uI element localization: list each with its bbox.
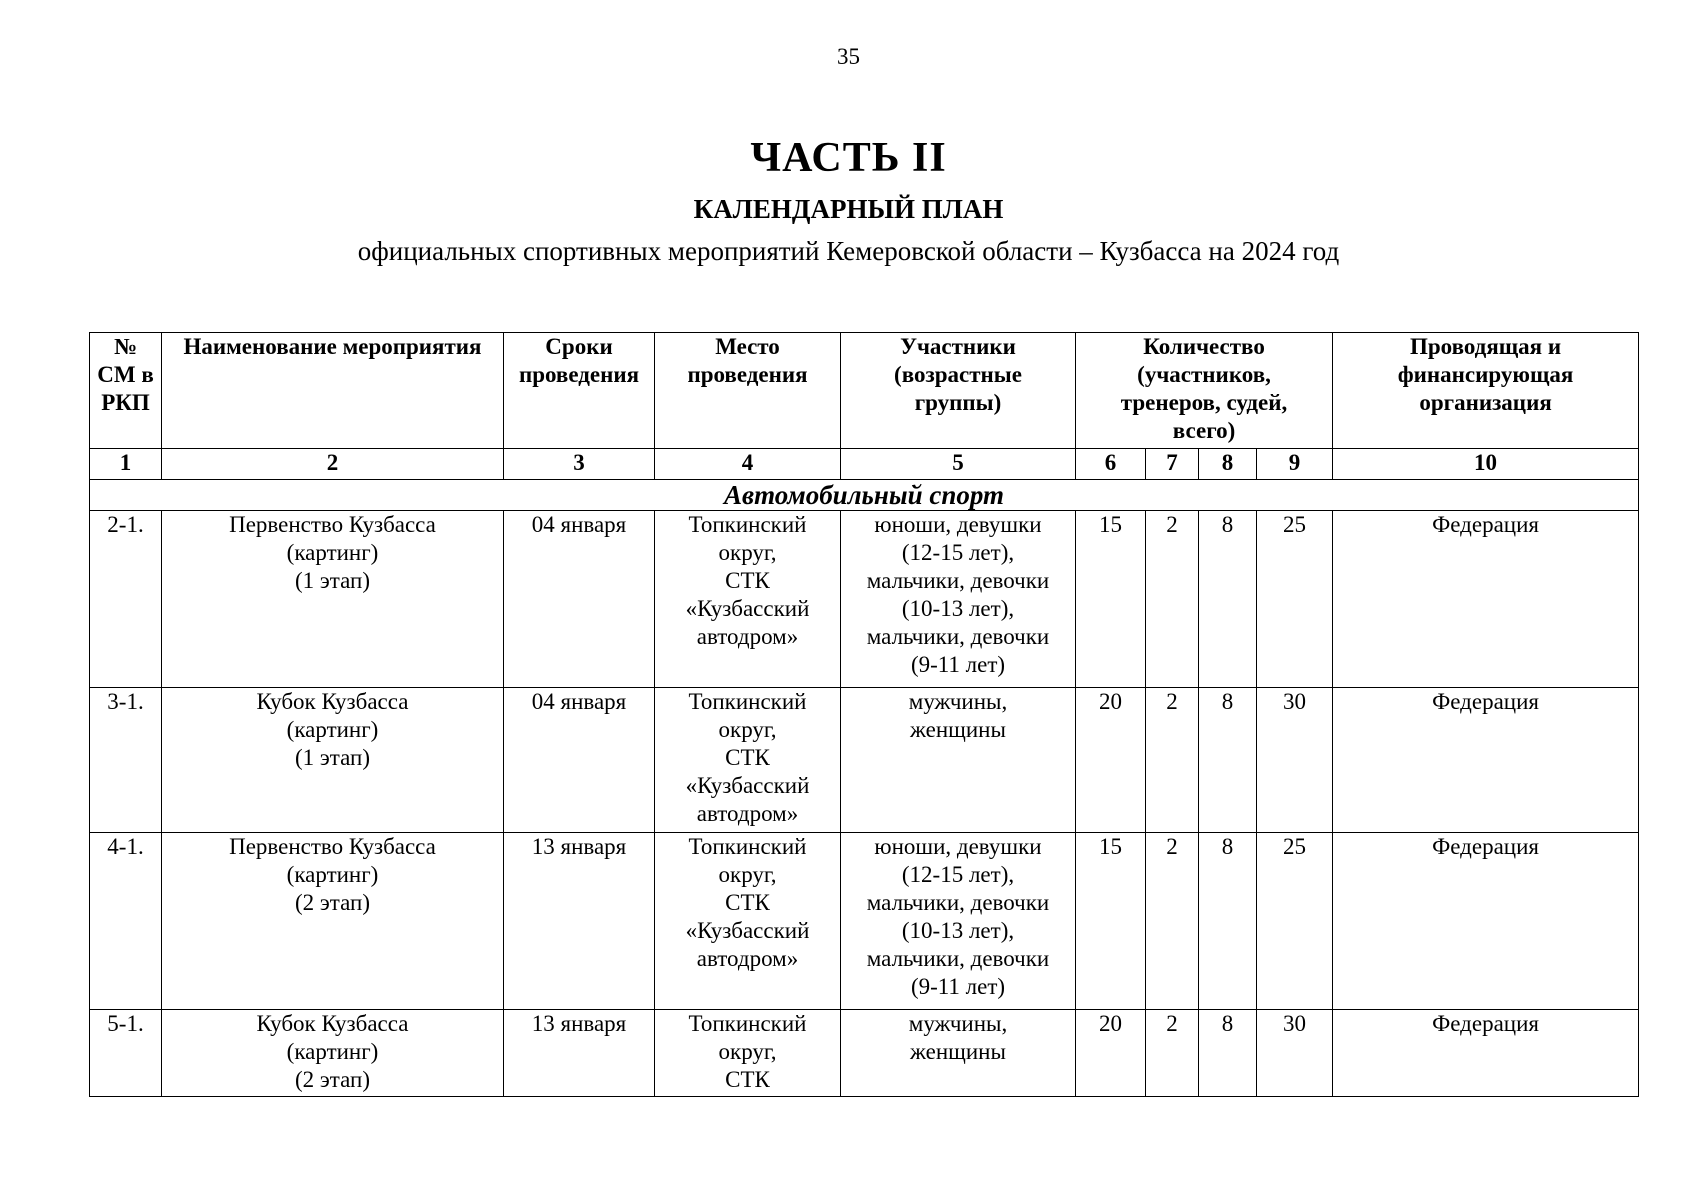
row-id: 2-1.: [90, 511, 162, 688]
header-organization: Проводящая и финансирующая организация: [1333, 333, 1639, 449]
header-quantity: Количество (участников, тренеров, судей, всего): [1076, 333, 1333, 449]
participants-count: 20: [1076, 688, 1146, 833]
table-row: [90, 688, 1639, 833]
header-sm-number: № СМ в РКП: [90, 333, 162, 449]
judges-count: 8: [1199, 833, 1257, 1010]
organization: Федерация: [1333, 833, 1639, 1010]
total-count: 25: [1257, 833, 1333, 1010]
event-date: 13 января: [504, 1010, 655, 1097]
organization: Федерация: [1333, 688, 1639, 833]
column-number: 1: [90, 449, 162, 480]
event-place: Топкинский округ, СТК «Кузбасский автодром»: [655, 511, 841, 688]
header-event-name: Наименование мероприятия: [162, 333, 504, 449]
table-row: [90, 511, 1639, 688]
table-row: [90, 833, 1639, 1010]
section-title: Автомобильный спорт: [90, 480, 1639, 511]
judges-count: 8: [1199, 688, 1257, 833]
calendar-table: [89, 332, 1639, 1097]
part-title: ЧАСТЬ II: [750, 135, 947, 181]
event-date: 04 января: [504, 688, 655, 833]
event-name: Первенство Кузбасса (картинг) (1 этап): [162, 511, 504, 688]
page-number: 35: [837, 44, 860, 69]
participants-count: 15: [1076, 511, 1146, 688]
judges-count: 8: [1199, 511, 1257, 688]
coaches-count: 2: [1146, 511, 1199, 688]
row-id: 5-1.: [90, 1010, 162, 1097]
organization: Федерация: [1333, 511, 1639, 688]
column-number: 9: [1257, 449, 1333, 480]
coaches-count: 2: [1146, 1010, 1199, 1097]
total-count: 25: [1257, 511, 1333, 688]
section-row: [90, 480, 1639, 511]
event-name: Кубок Кузбасса (картинг) (1 этап): [162, 688, 504, 833]
plan-title: КАЛЕНДАРНЫЙ ПЛАН: [693, 194, 1004, 224]
participants-count: 15: [1076, 833, 1146, 1010]
event-name: Первенство Кузбасса (картинг) (2 этап): [162, 833, 504, 1010]
row-id: 4-1.: [90, 833, 162, 1010]
table-header-row: [90, 333, 1639, 449]
plan-subtitle: официальных спортивных мероприятий Кемеровской области – Кузбасса на 2024 год: [357, 236, 1340, 266]
coaches-count: 2: [1146, 688, 1199, 833]
event-date: 04 января: [504, 511, 655, 688]
judges-count: 8: [1199, 1010, 1257, 1097]
column-number: 10: [1333, 449, 1639, 480]
column-number: 3: [504, 449, 655, 480]
coaches-count: 2: [1146, 833, 1199, 1010]
event-participants: мужчины, женщины: [841, 688, 1076, 833]
total-count: 30: [1257, 688, 1333, 833]
column-number: 5: [841, 449, 1076, 480]
header-dates: Сроки проведения: [504, 333, 655, 449]
row-id: 3-1.: [90, 688, 162, 833]
event-place: Топкинский округ, СТК «Кузбасский автодром»: [655, 833, 841, 1010]
organization: Федерация: [1333, 1010, 1639, 1097]
column-number: 7: [1146, 449, 1199, 480]
event-date: 13 января: [504, 833, 655, 1010]
header-place: Место проведения: [655, 333, 841, 449]
table-row: [90, 1010, 1639, 1097]
column-number: 2: [162, 449, 504, 480]
column-number: 4: [655, 449, 841, 480]
column-number: 8: [1199, 449, 1257, 480]
event-participants: юноши, девушки (12-15 лет), мальчики, девочки (10-13 лет), мальчики, девочки (9-11 лет): [841, 511, 1076, 688]
column-number-row: [90, 449, 1639, 480]
total-count: 30: [1257, 1010, 1333, 1097]
participants-count: 20: [1076, 1010, 1146, 1097]
header-participants: Участники (возрастные группы): [841, 333, 1076, 449]
event-name: Кубок Кузбасса (картинг) (2 этап): [162, 1010, 504, 1097]
column-number: 6: [1076, 449, 1146, 480]
event-participants: юноши, девушки (12-15 лет), мальчики, девочки (10-13 лет), мальчики, девочки (9-11 лет): [841, 833, 1076, 1010]
event-place: Топкинский округ, СТК «Кузбасский автодром»: [655, 688, 841, 833]
event-participants: мужчины, женщины: [841, 1010, 1076, 1097]
event-place: Топкинский округ, СТК: [655, 1010, 841, 1097]
